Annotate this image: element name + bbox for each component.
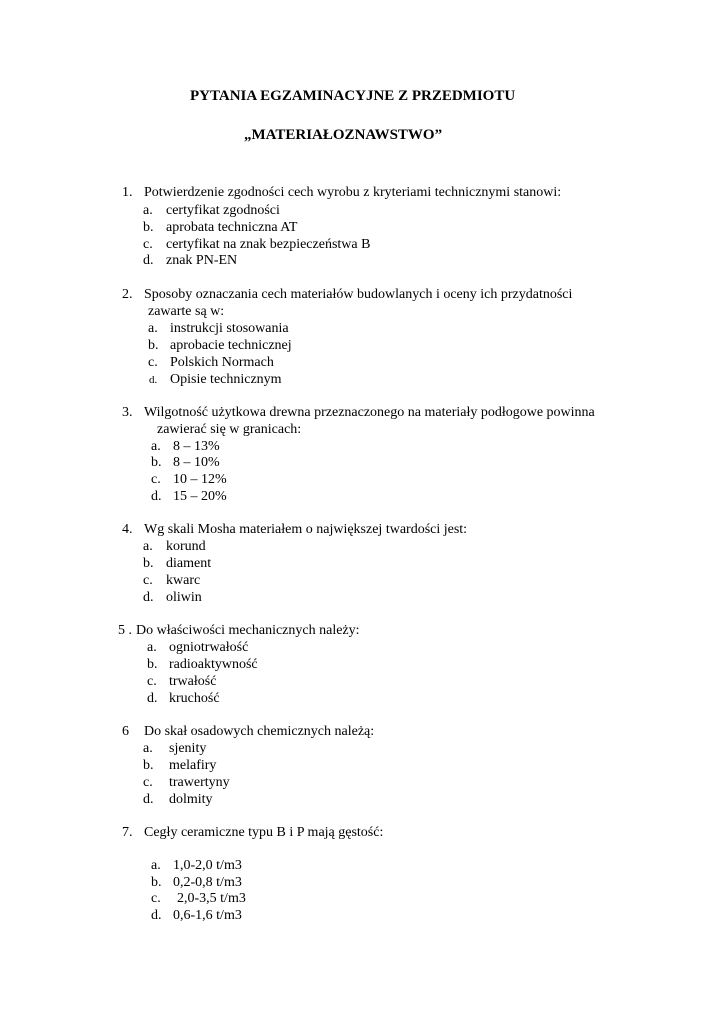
option-text: aprobacie technicznej: [170, 338, 292, 353]
option-text: znak PN-EN: [166, 253, 238, 268]
option-text: oliwin: [166, 590, 202, 605]
option-text: 15 – 20%: [173, 489, 227, 504]
page-title: PYTANIA EGZAMINACYJNE Z PRZEDMIOTU: [190, 88, 516, 104]
option-text: trwałość: [169, 674, 217, 689]
option-letter: d.: [151, 489, 162, 504]
option-letter: c.: [143, 573, 153, 588]
option-letter: a.: [143, 539, 153, 554]
option-letter: c.: [147, 674, 157, 689]
question-text-continued: zawierać się w granicach:: [157, 422, 302, 437]
option-text: aprobata techniczna AT: [166, 220, 298, 235]
option-letter: a.: [148, 321, 158, 336]
option-text: 8 – 10%: [173, 455, 220, 470]
option-letter: b.: [148, 338, 159, 353]
question-number: 2.: [122, 287, 133, 302]
option-letter: c.: [148, 355, 158, 370]
option-letter: c.: [143, 237, 153, 252]
option-letter: c.: [151, 891, 161, 906]
question-number: 7.: [122, 825, 133, 840]
option-text: Opisie technicznym: [170, 372, 282, 387]
option-text: melafiry: [169, 758, 217, 773]
question-text: Do skał osadowych chemicznych należą:: [144, 724, 375, 739]
option-letter: a.: [143, 741, 153, 756]
option-letter: c.: [143, 775, 153, 790]
question-text: Potwierdzenie zgodności cech wyrobu z kryteriami technicznymi stanowi:: [144, 185, 562, 200]
option-letter: b.: [147, 657, 158, 672]
option-text: instrukcji stosowania: [170, 321, 289, 336]
question-text: Sposoby oznaczania cech materiałów budowlanych i oceny ich przydatności: [144, 287, 573, 302]
option-letter: d.: [149, 374, 158, 386]
option-letter: a.: [151, 439, 161, 454]
option-text: korund: [166, 539, 206, 554]
option-letter: b.: [143, 220, 154, 235]
question-number: 6: [122, 724, 129, 739]
option-text: kruchość: [169, 691, 220, 706]
option-letter: a.: [143, 203, 153, 218]
question-text: Cegły ceramiczne typu B i P mają gęstość:: [144, 825, 384, 840]
option-text: dolmity: [169, 792, 213, 807]
option-text: certyfikat zgodności: [166, 203, 280, 218]
option-letter: d.: [143, 792, 154, 807]
question-text: Wilgotność użytkowa drewna przeznaczonego na materiały podłogowe powinna: [144, 405, 595, 420]
option-text: diament: [166, 556, 212, 571]
option-text: certyfikat na znak bezpieczeństwa B: [166, 237, 371, 252]
option-text: 8 – 13%: [173, 439, 220, 454]
option-text: 10 – 12%: [173, 472, 227, 487]
question-text-continued: zawarte są w:: [148, 304, 225, 319]
option-text: 2,0-3,5 t/m3: [177, 891, 246, 906]
option-text: radioaktywność: [169, 657, 258, 672]
option-letter: a.: [147, 640, 157, 655]
option-text: 0,2-0,8 t/m3: [173, 875, 242, 890]
option-text: trawertyny: [169, 775, 230, 790]
option-letter: b.: [151, 875, 162, 890]
question-number: 3.: [122, 405, 133, 420]
option-letter: b.: [143, 758, 154, 773]
option-letter: d.: [143, 253, 154, 268]
option-letter: c.: [151, 472, 161, 487]
option-text: 1,0-2,0 t/m3: [173, 858, 242, 873]
option-letter: b.: [151, 455, 162, 470]
question-text: Do właściwości mechanicznych należy:: [136, 623, 360, 638]
question-number: 5 .: [118, 623, 132, 638]
question-number: 4.: [122, 522, 133, 537]
option-text: 0,6-1,6 t/m3: [173, 908, 242, 923]
option-text: ogniotrwałość: [169, 640, 249, 655]
option-text: Polskich Normach: [170, 355, 274, 370]
option-letter: b.: [143, 556, 154, 571]
option-letter: a.: [151, 858, 161, 873]
option-text: kwarc: [166, 573, 201, 588]
question-number: 1.: [122, 185, 133, 200]
option-letter: d.: [147, 691, 158, 706]
question-text: Wg skali Mosha materiałem o największej twardości jest:: [144, 522, 468, 537]
option-text: sjenity: [169, 741, 207, 756]
option-letter: d.: [143, 590, 154, 605]
option-letter: d.: [151, 908, 162, 923]
page-subtitle: „MATERIAŁOZNAWSTWO”: [244, 127, 443, 143]
